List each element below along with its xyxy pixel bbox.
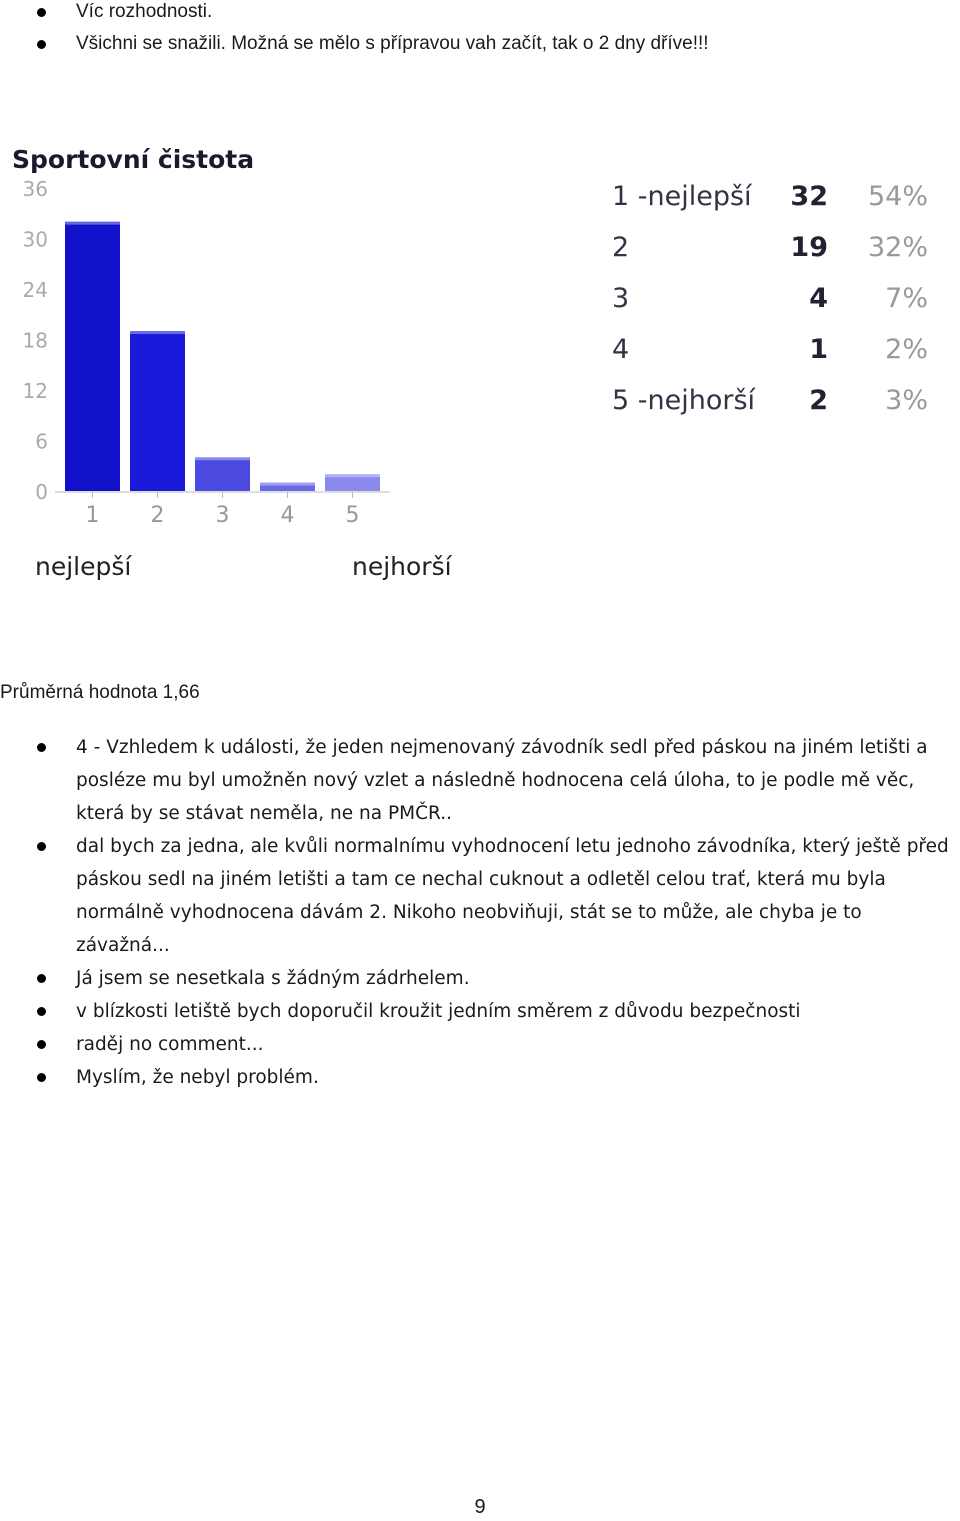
y-tick-label: 36 (22, 177, 48, 201)
bullet-dot (37, 1073, 46, 1082)
y-tick-label: 30 (22, 227, 48, 252)
axis-label-best: nejlepší (35, 552, 132, 581)
result-count: 32 (790, 181, 828, 212)
comment-text: 4 - Vzhledem k události, že jeden nejmenovaný závodník sedl před páskou na jiném letišti a posléze mu byl umožněn nový vzlet a následně hodnocena celá úloha, to je podle mě věc, která by se stávat neměla, ne na PMČR.. (76, 737, 928, 824)
result-percent: 7% (885, 283, 928, 314)
comment-item (0, 830, 960, 962)
comment-item (0, 962, 960, 995)
x-tick-label: 5 (345, 503, 360, 528)
comment-item (0, 1028, 960, 1061)
bullet-dot (37, 743, 46, 752)
bar-highlight (260, 483, 315, 486)
result-count: 2 (809, 385, 828, 416)
bullet-dot (37, 8, 46, 17)
x-tick-label: 3 (215, 503, 230, 528)
bullet-dot (37, 1040, 46, 1049)
y-tick-label: 24 (22, 278, 48, 302)
comment-text: Myslím, že nebyl problém. (76, 1067, 319, 1088)
result-label: 4 (612, 334, 630, 365)
bars (65, 222, 380, 491)
bar-highlight (130, 331, 185, 334)
result-percent: 54% (867, 181, 928, 212)
top-bullet-list (0, 0, 960, 60)
bar (130, 331, 185, 491)
y-axis-ticks (23, 177, 48, 504)
y-tick-label: 6 (35, 429, 48, 454)
y-tick-label: 0 (35, 480, 48, 504)
result-count: 1 (809, 334, 828, 365)
list-item (0, 28, 960, 60)
comment-text: raděj no comment... (76, 1034, 264, 1055)
bar (195, 457, 250, 491)
axis-label-worst: nejhorší (352, 552, 452, 581)
x-tick-label: 4 (280, 503, 295, 528)
y-tick-label: 12 (22, 379, 48, 403)
result-label: 2 (612, 232, 630, 263)
comment-text: v blízkosti letiště bych doporučil kroužit jedním směrem z důvodu bezpečnosti (76, 1001, 801, 1022)
comment-text: Já jsem se nesetkala s žádným zádrhelem. (76, 968, 470, 989)
bullet-dot (37, 842, 46, 851)
bar (65, 222, 120, 491)
chart-title: Sportovní čistota (12, 145, 255, 174)
page-number: 9 (474, 1496, 486, 1518)
y-tick-label: 18 (22, 328, 48, 353)
bar-highlight (195, 457, 250, 460)
comment-item (0, 1061, 960, 1094)
result-count: 19 (790, 232, 828, 263)
result-label: 1 -nejlepší (612, 181, 752, 212)
results-table (612, 181, 928, 416)
x-tick-label: 1 (85, 503, 100, 528)
comment-item (0, 995, 960, 1028)
comment-list (0, 731, 960, 1094)
bar-chart (0, 130, 960, 600)
result-count: 4 (809, 283, 828, 314)
result-label: 5 -nejhorší (612, 385, 756, 416)
result-percent: 3% (885, 385, 928, 416)
comment-item (0, 731, 960, 830)
average-value: Průměrná hodnota 1,66 (0, 682, 200, 703)
bullet-dot (37, 1007, 46, 1016)
list-item-text: Všichni se snažili. Možná se mělo s přípravou vah začít, tak o 2 dny dříve!!! (76, 33, 709, 54)
x-axis-ticks (86, 492, 360, 528)
comment-text: dal bych za jedna, ale kvůli normalnímu vyhodnocení letu jednoho závodníka, který ještě před páskou sedl na jiném letišti a tam ce nechal cuknout a odletěl celou trať, která mu byla normálně vyhodnocena dávám 2. Nikoho neobviňuji, stát se to může, ale chyba je to závažná... (76, 836, 949, 956)
result-label: 3 (612, 283, 630, 314)
x-tick-label: 2 (150, 503, 165, 528)
list-item-text: Víc rozhodnosti. (76, 1, 213, 22)
bar-highlight (65, 222, 120, 225)
bar-highlight (325, 474, 380, 477)
result-percent: 32% (867, 232, 928, 263)
bullet-dot (37, 974, 46, 983)
bullet-dot (37, 40, 46, 49)
list-item (0, 0, 960, 28)
result-percent: 2% (885, 334, 928, 365)
